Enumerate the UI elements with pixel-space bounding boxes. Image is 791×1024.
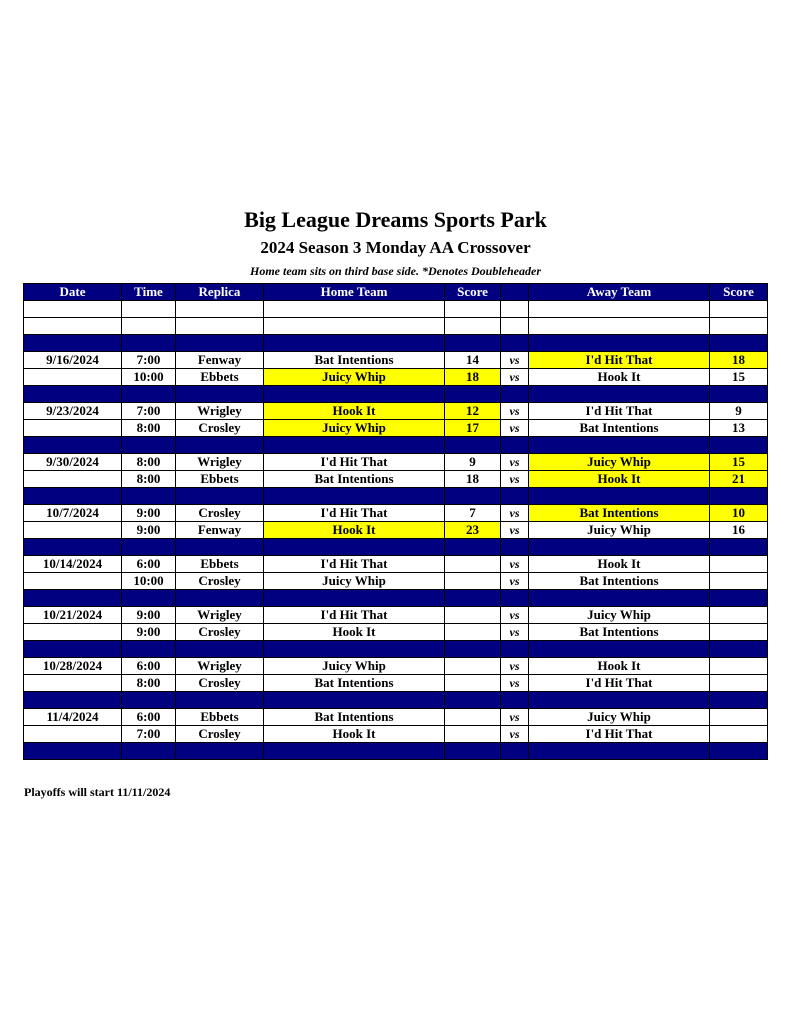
home-team-cell: I'd Hit That <box>264 454 445 471</box>
home-team-cell: I'd Hit That <box>264 607 445 624</box>
separator-cell <box>445 437 501 454</box>
home-team-cell: Hook It <box>264 403 445 420</box>
vs-cell: vs <box>501 369 529 386</box>
separator-cell <box>529 437 710 454</box>
week-separator <box>24 590 768 607</box>
time-cell: 10:00 <box>122 573 176 590</box>
game-row <box>24 556 768 573</box>
week-separator <box>24 539 768 556</box>
home-score-cell: 17 <box>445 420 501 437</box>
separator-cell <box>501 386 529 403</box>
home-team-cell: Juicy Whip <box>264 658 445 675</box>
time-cell: 7:00 <box>122 403 176 420</box>
game-row <box>24 505 768 522</box>
replica-cell: Crosley <box>176 726 264 743</box>
separator-cell <box>501 335 529 352</box>
home-team-cell: Bat Intentions <box>264 352 445 369</box>
home-team-cell: Juicy Whip <box>264 573 445 590</box>
separator-cell <box>24 692 122 709</box>
home-score-cell: 9 <box>445 454 501 471</box>
replica-cell: Crosley <box>176 420 264 437</box>
replica-cell: Wrigley <box>176 454 264 471</box>
separator-cell <box>24 590 122 607</box>
col-header-vs <box>501 284 529 301</box>
away-team-cell: Bat Intentions <box>529 420 710 437</box>
col-header-home-score: Score <box>445 284 501 301</box>
time-cell: 8:00 <box>122 675 176 692</box>
separator-cell <box>501 437 529 454</box>
separator-cell <box>710 335 768 352</box>
time-cell: 9:00 <box>122 607 176 624</box>
away-team-cell: Bat Intentions <box>529 624 710 641</box>
away-score-cell <box>710 658 768 675</box>
game-row <box>24 352 768 369</box>
time-cell: 6:00 <box>122 709 176 726</box>
separator-cell <box>264 692 445 709</box>
week-separator <box>24 641 768 658</box>
home-score-cell <box>445 573 501 590</box>
away-team-cell: Hook It <box>529 658 710 675</box>
away-team-cell: I'd Hit That <box>529 403 710 420</box>
header-row <box>24 284 768 301</box>
separator-cell <box>710 386 768 403</box>
away-score-cell: 9 <box>710 403 768 420</box>
date-cell: 9/16/2024 <box>24 352 122 369</box>
replica-cell: Fenway <box>176 522 264 539</box>
date-cell <box>24 522 122 539</box>
time-cell: 9:00 <box>122 522 176 539</box>
replica-cell: Crosley <box>176 624 264 641</box>
game-row <box>24 658 768 675</box>
home-team-cell: Bat Intentions <box>264 709 445 726</box>
away-team-cell: I'd Hit That <box>529 352 710 369</box>
vs-cell: vs <box>501 556 529 573</box>
home-score-cell <box>445 726 501 743</box>
separator-cell <box>529 641 710 658</box>
date-cell <box>24 420 122 437</box>
separator-cell <box>122 590 176 607</box>
col-header-date: Date <box>24 284 122 301</box>
away-team-cell: Hook It <box>529 556 710 573</box>
home-team-cell: Hook It <box>264 726 445 743</box>
home-team-cell: I'd Hit That <box>264 505 445 522</box>
date-cell <box>24 471 122 488</box>
separator-cell <box>176 437 264 454</box>
home-team-cell: Juicy Whip <box>264 420 445 437</box>
game-row <box>24 573 768 590</box>
vs-cell: vs <box>501 522 529 539</box>
away-team-cell: Hook It <box>529 369 710 386</box>
week-separator <box>24 488 768 505</box>
col-header-away-score: Score <box>710 284 768 301</box>
away-team-cell: Bat Intentions <box>529 505 710 522</box>
away-score-cell: 10 <box>710 505 768 522</box>
date-cell: 11/4/2024 <box>24 709 122 726</box>
separator-cell <box>24 539 122 556</box>
home-score-cell <box>445 624 501 641</box>
separator-cell <box>501 539 529 556</box>
separator-cell <box>24 641 122 658</box>
page-note: Home team sits on third base side. *Denotes Doubleheader <box>250 264 541 278</box>
separator-cell <box>176 590 264 607</box>
home-team-cell: Hook It <box>264 624 445 641</box>
week-separator <box>24 743 768 760</box>
vs-cell: vs <box>501 471 529 488</box>
separator-cell <box>176 386 264 403</box>
separator-cell <box>445 386 501 403</box>
vs-cell: vs <box>501 709 529 726</box>
game-row <box>24 420 768 437</box>
replica-cell: Wrigley <box>176 658 264 675</box>
separator-cell <box>529 539 710 556</box>
replica-cell: Wrigley <box>176 403 264 420</box>
separator-cell <box>529 590 710 607</box>
time-cell: 6:00 <box>122 658 176 675</box>
separator-cell <box>501 743 529 760</box>
date-cell: 10/14/2024 <box>24 556 122 573</box>
separator-cell <box>710 743 768 760</box>
separator-cell <box>122 488 176 505</box>
game-row <box>24 675 768 692</box>
time-cell: 9:00 <box>122 505 176 522</box>
vs-cell: vs <box>501 726 529 743</box>
col-header-time: Time <box>122 284 176 301</box>
away-score-cell: 15 <box>710 369 768 386</box>
home-score-cell <box>445 675 501 692</box>
home-score-cell: 18 <box>445 471 501 488</box>
game-row <box>24 726 768 743</box>
away-score-cell <box>710 624 768 641</box>
separator-cell <box>176 335 264 352</box>
date-cell: 10/21/2024 <box>24 607 122 624</box>
separator-cell <box>176 539 264 556</box>
separator-cell <box>710 488 768 505</box>
vs-cell: vs <box>501 454 529 471</box>
game-row <box>24 607 768 624</box>
separator-cell <box>445 641 501 658</box>
vs-cell: vs <box>501 420 529 437</box>
home-score-cell: 12 <box>445 403 501 420</box>
separator-cell <box>24 386 122 403</box>
home-score-cell: 7 <box>445 505 501 522</box>
blank-row <box>24 301 768 318</box>
away-team-cell: Juicy Whip <box>529 709 710 726</box>
game-row <box>24 403 768 420</box>
week-separator <box>24 437 768 454</box>
date-cell: 9/23/2024 <box>24 403 122 420</box>
separator-cell <box>264 590 445 607</box>
replica-cell: Crosley <box>176 505 264 522</box>
separator-cell <box>24 437 122 454</box>
date-cell: 10/28/2024 <box>24 658 122 675</box>
col-header-home-team: Home Team <box>264 284 445 301</box>
away-team-cell: Juicy Whip <box>529 454 710 471</box>
home-score-cell <box>445 709 501 726</box>
separator-cell <box>122 386 176 403</box>
blank-row <box>24 318 768 335</box>
separator-cell <box>264 539 445 556</box>
away-score-cell: 18 <box>710 352 768 369</box>
separator-cell <box>264 488 445 505</box>
away-team-cell: I'd Hit That <box>529 675 710 692</box>
date-cell <box>24 675 122 692</box>
separator-cell <box>24 335 122 352</box>
separator-cell <box>122 539 176 556</box>
separator-cell <box>264 437 445 454</box>
home-team-cell: Hook It <box>264 522 445 539</box>
away-team-cell: I'd Hit That <box>529 726 710 743</box>
replica-cell: Ebbets <box>176 369 264 386</box>
away-score-cell <box>710 556 768 573</box>
home-team-cell: I'd Hit That <box>264 556 445 573</box>
vs-cell: vs <box>501 352 529 369</box>
home-team-cell: Bat Intentions <box>264 675 445 692</box>
separator-cell <box>122 437 176 454</box>
separator-cell <box>529 488 710 505</box>
replica-cell: Ebbets <box>176 709 264 726</box>
replica-cell: Fenway <box>176 352 264 369</box>
vs-cell: vs <box>501 403 529 420</box>
schedule-body <box>24 301 768 760</box>
week-separator <box>24 335 768 352</box>
away-score-cell <box>710 573 768 590</box>
col-header-away-team: Away Team <box>529 284 710 301</box>
game-row <box>24 454 768 471</box>
col-header-replica: Replica <box>176 284 264 301</box>
separator-cell <box>710 641 768 658</box>
separator-cell <box>501 692 529 709</box>
playoffs-note: Playoffs will start 11/11/2024 <box>24 785 171 799</box>
separator-cell <box>445 335 501 352</box>
separator-cell <box>501 641 529 658</box>
separator-cell <box>176 692 264 709</box>
date-cell <box>24 573 122 590</box>
away-score-cell <box>710 726 768 743</box>
separator-cell <box>710 437 768 454</box>
separator-cell <box>176 641 264 658</box>
vs-cell: vs <box>501 658 529 675</box>
separator-cell <box>176 488 264 505</box>
time-cell: 8:00 <box>122 471 176 488</box>
home-score-cell <box>445 556 501 573</box>
away-team-cell: Bat Intentions <box>529 573 710 590</box>
away-score-cell: 13 <box>710 420 768 437</box>
separator-cell <box>264 386 445 403</box>
vs-cell: vs <box>501 505 529 522</box>
separator-cell <box>122 335 176 352</box>
separator-cell <box>122 692 176 709</box>
game-row <box>24 471 768 488</box>
away-score-cell: 21 <box>710 471 768 488</box>
separator-cell <box>264 743 445 760</box>
game-row <box>24 624 768 641</box>
week-separator <box>24 386 768 403</box>
separator-cell <box>529 335 710 352</box>
separator-cell <box>501 488 529 505</box>
home-team-cell: Bat Intentions <box>264 471 445 488</box>
time-cell: 8:00 <box>122 420 176 437</box>
away-team-cell: Juicy Whip <box>529 607 710 624</box>
schedule-table <box>23 283 768 760</box>
separator-cell <box>176 743 264 760</box>
away-score-cell <box>710 675 768 692</box>
home-score-cell: 18 <box>445 369 501 386</box>
separator-cell <box>445 590 501 607</box>
separator-cell <box>710 539 768 556</box>
separator-cell <box>529 692 710 709</box>
away-team-cell: Hook It <box>529 471 710 488</box>
game-row <box>24 522 768 539</box>
away-team-cell: Juicy Whip <box>529 522 710 539</box>
home-score-cell <box>445 658 501 675</box>
separator-cell <box>24 488 122 505</box>
separator-cell <box>122 743 176 760</box>
separator-cell <box>710 692 768 709</box>
date-cell: 9/30/2024 <box>24 454 122 471</box>
separator-cell <box>122 641 176 658</box>
date-cell <box>24 369 122 386</box>
separator-cell <box>501 590 529 607</box>
separator-cell <box>264 335 445 352</box>
home-score-cell: 14 <box>445 352 501 369</box>
vs-cell: vs <box>501 607 529 624</box>
date-cell: 10/7/2024 <box>24 505 122 522</box>
page-subtitle: 2024 Season 3 Monday AA Crossover <box>260 238 531 257</box>
vs-cell: vs <box>501 573 529 590</box>
away-score-cell: 16 <box>710 522 768 539</box>
replica-cell: Crosley <box>176 675 264 692</box>
page-title: Big League Dreams Sports Park <box>244 207 547 232</box>
separator-cell <box>445 743 501 760</box>
separator-cell <box>264 641 445 658</box>
home-score-cell <box>445 607 501 624</box>
time-cell: 7:00 <box>122 352 176 369</box>
time-cell: 7:00 <box>122 726 176 743</box>
vs-cell: vs <box>501 624 529 641</box>
separator-cell <box>445 488 501 505</box>
separator-cell <box>529 743 710 760</box>
time-cell: 10:00 <box>122 369 176 386</box>
time-cell: 9:00 <box>122 624 176 641</box>
away-score-cell: 15 <box>710 454 768 471</box>
date-cell <box>24 624 122 641</box>
date-cell <box>24 726 122 743</box>
separator-cell <box>445 692 501 709</box>
week-separator <box>24 692 768 709</box>
separator-cell <box>24 743 122 760</box>
separator-cell <box>445 539 501 556</box>
home-score-cell: 23 <box>445 522 501 539</box>
away-score-cell <box>710 709 768 726</box>
vs-cell: vs <box>501 675 529 692</box>
game-row <box>24 369 768 386</box>
game-row <box>24 709 768 726</box>
separator-cell <box>710 590 768 607</box>
time-cell: 6:00 <box>122 556 176 573</box>
replica-cell: Ebbets <box>176 471 264 488</box>
home-team-cell: Juicy Whip <box>264 369 445 386</box>
replica-cell: Wrigley <box>176 607 264 624</box>
replica-cell: Ebbets <box>176 556 264 573</box>
away-score-cell <box>710 607 768 624</box>
time-cell: 8:00 <box>122 454 176 471</box>
separator-cell <box>529 386 710 403</box>
replica-cell: Crosley <box>176 573 264 590</box>
